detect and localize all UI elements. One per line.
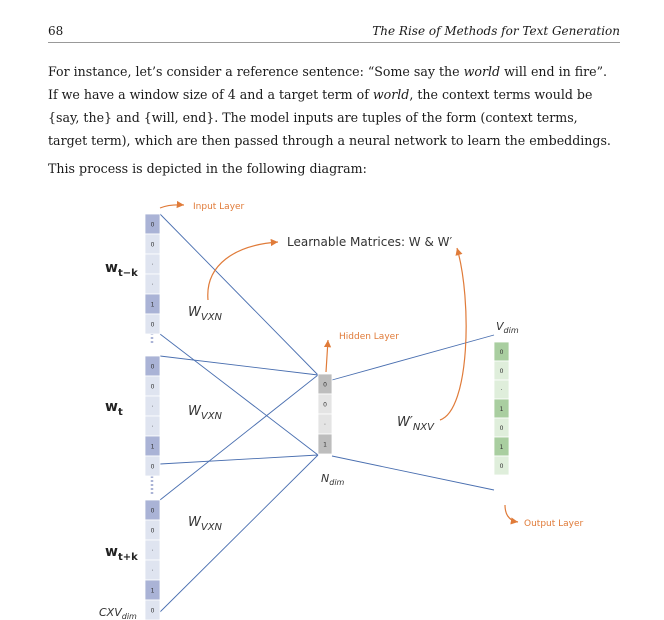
w-vxn-label-3: $W_{VXN}$ — [188, 515, 223, 533]
running-title: The Rise of Methods for Text Generation — [372, 24, 620, 38]
output-cell-value: · — [500, 387, 503, 394]
output-layer-column — [494, 342, 509, 475]
connection-line — [160, 455, 318, 612]
connection-line — [332, 456, 494, 490]
input-t-plus-k-cell-value: · — [151, 567, 154, 575]
output-cell-value: 1 — [499, 444, 504, 451]
w-vxn-label-1: $W_{VXN}$ — [188, 305, 223, 323]
page-number: 68 — [48, 24, 64, 38]
para1-text-a: For instance, let’s consider a reference sentence: “Some say the — [48, 64, 464, 79]
output-cell-value: 0 — [499, 463, 504, 470]
w-prime-nxv-label: $W'_{NXV}$ — [397, 415, 434, 433]
para1-emphasis-world-1: world — [463, 64, 501, 79]
input-t-cell-value: 1 — [150, 443, 155, 451]
input-t-cell-value: 0 — [150, 463, 155, 471]
output-cell-value: 0 — [499, 368, 504, 375]
input-layer-arrow — [160, 205, 184, 208]
hidden-cell-value: 0 — [323, 401, 327, 409]
input-t-minus-k-cell-value: 0 — [150, 241, 155, 249]
learnable-matrices-label: Learnable Matrices: W & W′ — [287, 235, 453, 249]
output-cell-value: 1 — [499, 406, 504, 413]
input-t-minus-k-cell-value: · — [151, 281, 154, 289]
input-t-minus-k-cell-value: 0 — [150, 321, 155, 329]
word-t-plus-k-label: $w_{t+k}$ — [105, 544, 138, 563]
word-t-minus-k-label: $w_{t-k}$ — [105, 260, 138, 279]
input-column-t-plus-k — [145, 500, 160, 620]
page-header — [48, 22, 620, 43]
input-column-t-minus-k — [145, 214, 160, 334]
body-paragraph-2: This process is depicted in the following diagram: — [48, 161, 367, 176]
cxv-dim-label: $CXV_{dim}$ — [99, 606, 137, 620]
input-t-minus-k-cell-value: · — [151, 261, 154, 269]
v-dim-label: $V_{dim}$ — [496, 320, 519, 335]
output-layer-arrow — [505, 505, 518, 522]
input-t-cell-value: 0 — [150, 363, 155, 371]
input-t-cell-value: · — [151, 423, 154, 431]
input-t-cell-value: 0 — [150, 383, 155, 391]
para1-text-b: will end in fire”. If we have a window size of 4 and a target term of — [48, 64, 608, 102]
input-layer-label: Input Layer — [193, 202, 245, 212]
input-t-plus-k-cell-value: · — [151, 547, 154, 555]
output-cell-value: 0 — [499, 425, 504, 432]
connection-line — [160, 356, 318, 375]
word-t-label: $w_t$ — [105, 399, 123, 418]
hidden-layer-label: Hidden Layer — [339, 332, 399, 342]
input-t-plus-k-cell-value: 0 — [150, 607, 155, 615]
hidden-layer-column — [318, 374, 332, 454]
connection-line — [160, 375, 318, 500]
para1-text-c: , the context terms would be {say, the} and {will, end}. The model inputs are tuples of the form (context terms, target term), which are then passed through a neural network to learn the embeddings. — [48, 87, 611, 148]
input-t-plus-k-cell-value: 0 — [150, 507, 155, 515]
hidden-cell-value: 0 — [323, 381, 327, 389]
input-column-t — [145, 356, 160, 476]
learnable-arrow-left — [208, 242, 278, 300]
input-t-plus-k-cell-value: 0 — [150, 527, 155, 535]
input-t-minus-k-cell-value: 1 — [150, 301, 155, 309]
word2vec-diagram — [0, 190, 664, 620]
connection-line — [160, 455, 318, 464]
output-cell-value: 0 — [499, 349, 504, 356]
hidden-layer-arrow — [326, 340, 328, 372]
body-paragraph-1 — [48, 60, 620, 152]
w-vxn-label-2: $W_{VXN}$ — [188, 404, 223, 422]
hidden-cell-value: · — [324, 421, 326, 429]
output-layer-label: Output Layer — [524, 519, 584, 529]
hidden-cell-value: 1 — [323, 441, 327, 449]
para1-emphasis-world-2: world — [372, 87, 410, 102]
n-dim-label: $N_{dim}$ — [321, 472, 345, 487]
input-t-cell-value: · — [151, 403, 154, 411]
input-t-minus-k-cell-value: 0 — [150, 221, 155, 229]
input-t-plus-k-cell-value: 1 — [150, 587, 155, 595]
learnable-arrow-right — [440, 248, 466, 420]
connection-line — [160, 334, 318, 455]
